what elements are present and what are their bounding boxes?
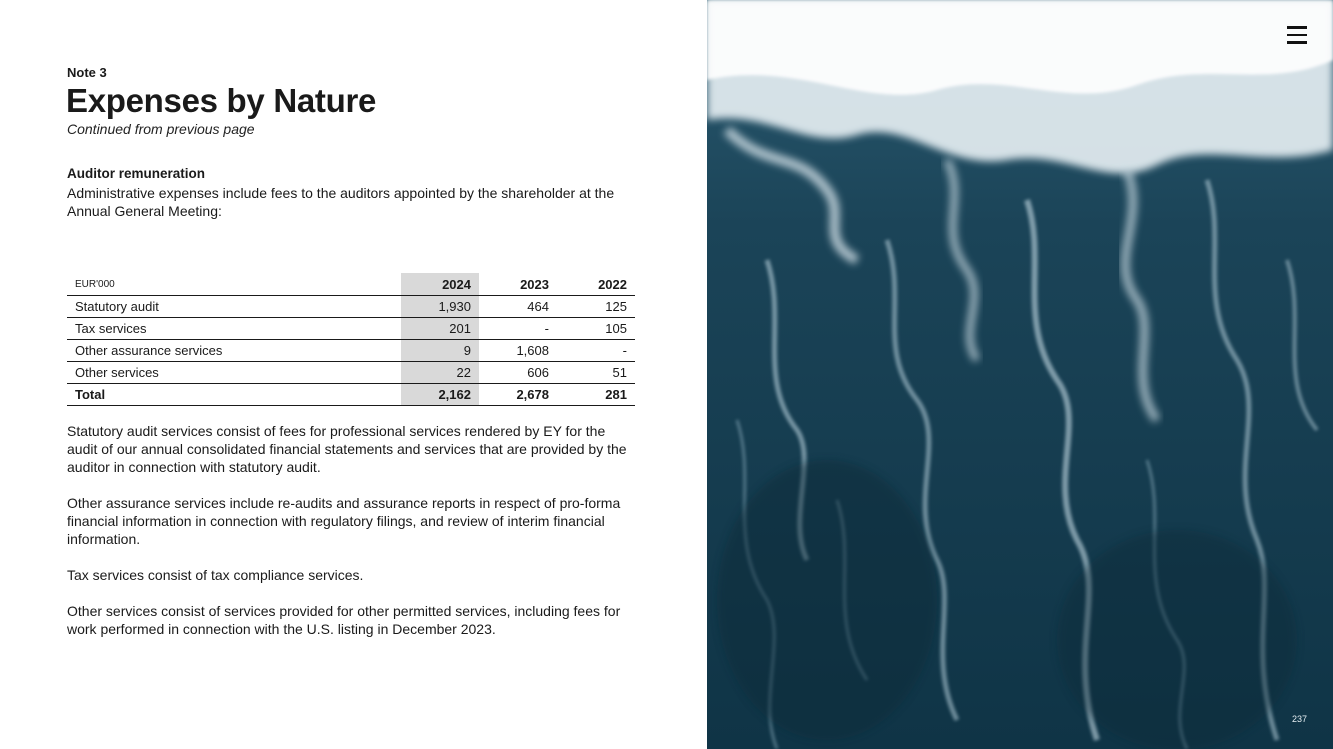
table-row <box>67 296 635 318</box>
row-label: Statutory audit <box>67 296 401 318</box>
cell-value: 606 <box>479 362 557 384</box>
total-label: Total <box>67 384 401 406</box>
year-header: 2024 <box>401 273 479 296</box>
ocean-photo <box>707 0 1333 749</box>
auditor-fees-table <box>67 273 635 406</box>
section-intro: Administrative expenses include fees to the auditors appointed by the shareholder at the Annual General Meeting: <box>67 185 615 219</box>
row-label: Tax services <box>67 318 401 340</box>
menu-icon[interactable] <box>1287 26 1307 44</box>
total-value: 2,678 <box>479 384 557 406</box>
cell-value: 201 <box>401 318 479 340</box>
page-number: 237 <box>1291 714 1307 724</box>
cell-value: 9 <box>401 340 479 362</box>
row-label: Other services <box>67 362 401 384</box>
table-row <box>67 340 635 362</box>
table-row <box>67 362 635 384</box>
paragraph: Other assurance services include re-audits and assurance reports in respect of pro-forma financial information in connection with regulatory filings, and review of interim financial information. <box>67 495 621 547</box>
total-value: 281 <box>557 384 635 406</box>
cell-value: - <box>479 318 557 340</box>
row-label: Other assurance services <box>67 340 401 362</box>
menu-icon-bar <box>1287 26 1307 29</box>
year-header: 2023 <box>479 273 557 296</box>
cell-value: 1,930 <box>401 296 479 318</box>
table-total-row <box>67 384 635 406</box>
cell-value: 22 <box>401 362 479 384</box>
page-title: Expenses by Nature <box>66 82 377 119</box>
section-heading: Auditor remuneration <box>67 166 206 181</box>
cell-value: 125 <box>557 296 635 318</box>
cell-value: 51 <box>557 362 635 384</box>
menu-icon-bar <box>1287 34 1307 37</box>
paragraph: Tax services consist of tax compliance services. <box>67 567 364 583</box>
cell-value: 464 <box>479 296 557 318</box>
total-value: 2,162 <box>401 384 479 406</box>
paragraph: Statutory audit services consist of fees for professional services rendered by EY for the audit of our annual consolidated financial statements and services that are provided by the auditor in connection with statutory audit. <box>67 423 627 475</box>
explanatory-text <box>67 422 633 656</box>
ocean-image <box>707 0 1333 749</box>
table-header-row <box>67 273 635 296</box>
table-row <box>67 318 635 340</box>
unit-label: EUR'000 <box>67 273 401 296</box>
year-header: 2022 <box>557 273 635 296</box>
page-subtitle: Continued from previous page <box>67 121 255 137</box>
paragraph: Other services consist of services provided for other permitted services, including fees for work performed in connection with the U.S. listing in December 2023. <box>67 603 621 637</box>
cell-value: 1,608 <box>479 340 557 362</box>
cell-value: 105 <box>557 318 635 340</box>
note-label: Note 3 <box>67 65 107 80</box>
menu-icon-bar <box>1287 41 1307 44</box>
cell-value: - <box>557 340 635 362</box>
